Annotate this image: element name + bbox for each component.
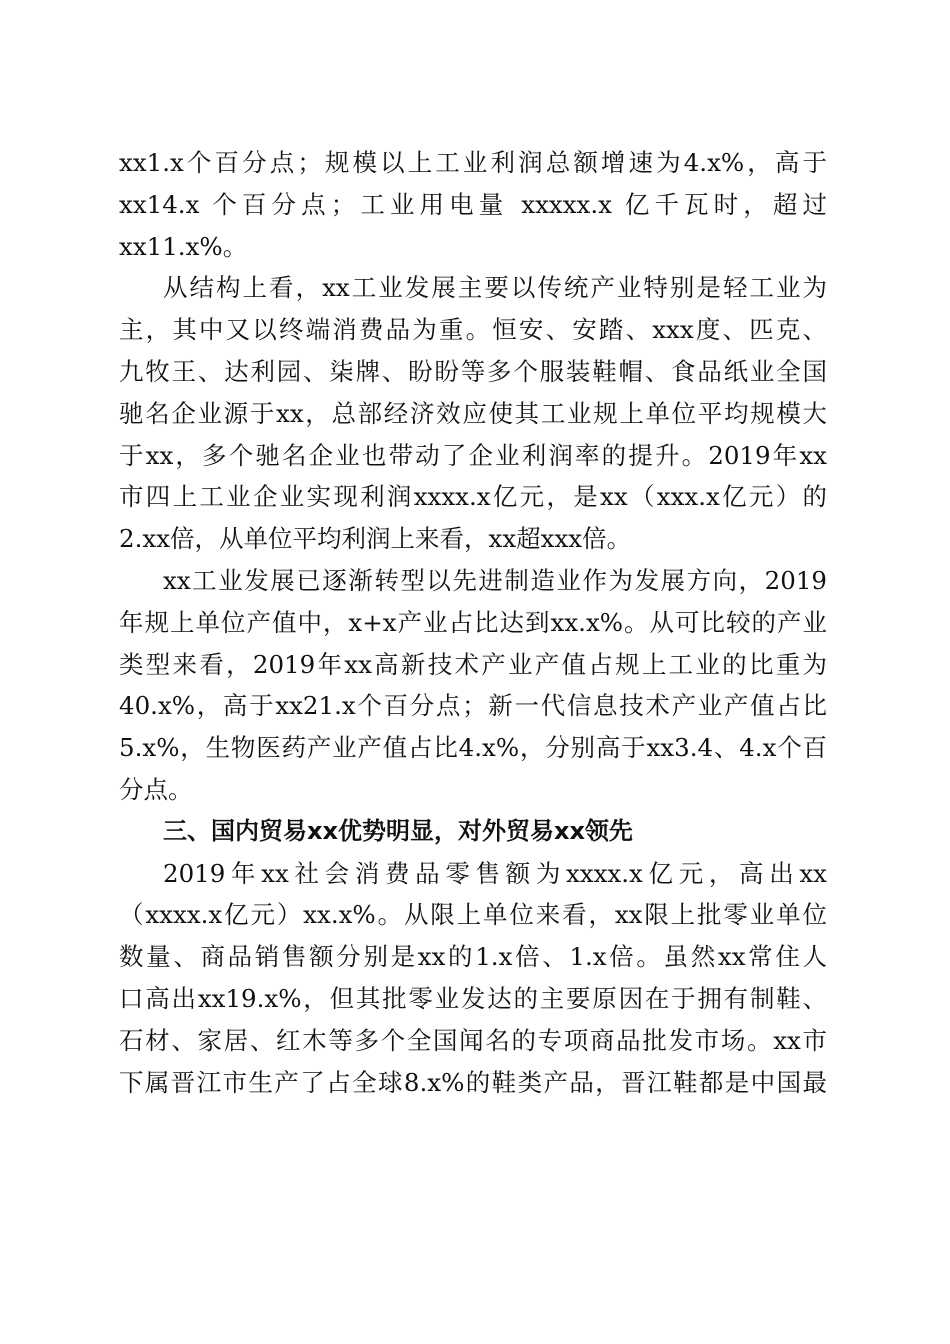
paragraph-2 xyxy=(119,267,827,560)
text-line: 于xx，多个驰名企业也带动了企业利润率的提升。2019年xx xyxy=(119,440,827,470)
text-line: xx1.x个百分点；规模以上工业利润总额增速为4.x%，高于 xyxy=(119,148,827,177)
section-heading: 三、国内贸易xx优势明显，对外贸易xx领先 xyxy=(163,816,633,845)
text-line: （xxxx.x亿元）xx.x%。从限上单位来看，xx限上批零业单位 xyxy=(119,900,827,930)
text-line: 数量、商品销售额分别是xx的1.x倍、1.x倍。虽然xx常住人 xyxy=(119,942,827,972)
text-line: 下属晋江市生产了占全球8.x%的鞋类产品，晋江鞋都是中国最 xyxy=(119,1067,827,1097)
text-line: 类型来看，2019年xx高新技术产业产值占规上工业的比重为 xyxy=(119,649,827,679)
document-body xyxy=(119,142,827,1103)
text-line: 市四上工业企业实现利润xxxx.x亿元，是xx（xxx.x亿元）的 xyxy=(119,482,827,512)
text-line: 40.x%，高于xx21.x个百分点；新一代信息技术产业产值占比 xyxy=(119,691,827,721)
text-line: xx工业发展已逐渐转型以先进制造业作为发展方向，2019 xyxy=(163,565,827,595)
text-line: 2019年xx社会消费品零售额为xxxx.x亿元，高出xx xyxy=(163,858,827,888)
text-line: 主，其中又以终端消费品为重。恒安、安踏、xxx度、匹克、 xyxy=(119,315,827,345)
text-line: xx11.x%。 xyxy=(119,231,248,261)
text-line: 5.x%，生物医药产业产值占比4.x%，分别高于xx3.4、4.x个百 xyxy=(119,733,827,763)
text-line: 分点。 xyxy=(119,774,193,804)
text-line: xx14.x 个百分点；工业用电量 xxxxx.x 亿千瓦时，超过 xyxy=(119,189,827,219)
paragraph-4 xyxy=(119,853,827,1104)
text-line: 2.xx倍，从单位平均利润上来看，xx超xxx倍。 xyxy=(119,524,632,554)
text-line: 九牧王、达利园、柒牌、盼盼等多个服装鞋帽、食品纸业全国 xyxy=(119,356,827,386)
text-line: 石材、家居、红木等多个全国闻名的专项商品批发市场。xx市 xyxy=(119,1025,827,1055)
text-line: 年规上单位产值中，x+x产业占比达到xx.x%。从可比较的产业 xyxy=(119,607,827,637)
text-line: 驰名企业源于xx，总部经济效应使其工业规上单位平均规模大 xyxy=(119,398,827,428)
text-line: 口高出xx19.x%，但其批零业发达的主要原因在于拥有制鞋、 xyxy=(119,983,827,1013)
paragraph-3 xyxy=(119,560,827,811)
text-line: 从结构上看，xx工业发展主要以传统产业特别是轻工业为 xyxy=(163,273,827,303)
paragraph-1 xyxy=(119,142,827,267)
